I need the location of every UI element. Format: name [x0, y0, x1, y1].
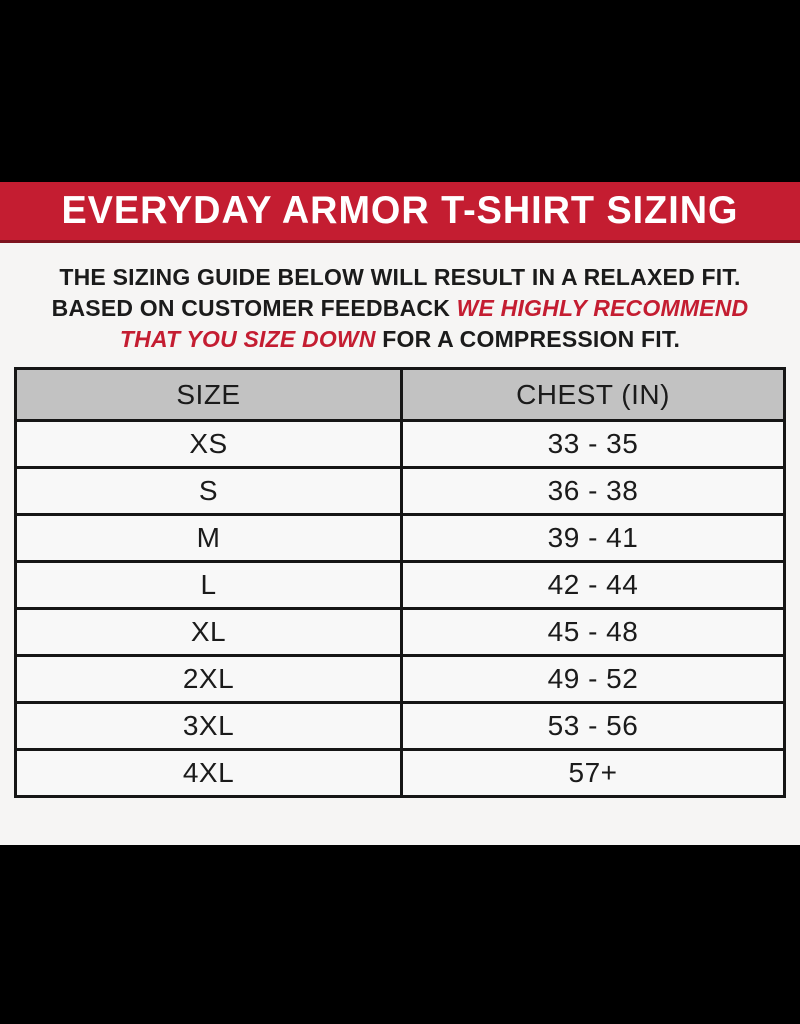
size-cell: XS [189, 428, 228, 459]
intro-line1: THE SIZING GUIDE BELOW WILL RESULT IN A RELAXED FIT. [59, 264, 741, 290]
size-chart-table [14, 367, 786, 798]
chest-cell: 33 - 35 [400, 422, 783, 466]
intro-line3-emphasis: THAT YOU SIZE DOWN [119, 326, 376, 352]
table-row [17, 701, 783, 748]
table-row [17, 419, 783, 466]
size-cell: 2XL [182, 663, 235, 694]
intro-line2-prefix: BASED ON CUSTOMER FEEDBACK [51, 295, 457, 321]
chest-cell: 36 - 38 [400, 469, 783, 513]
table-row [17, 466, 783, 513]
top-letterbox-bar [0, 0, 800, 182]
table-row [17, 654, 783, 701]
intro-line3-suffix: FOR A COMPRESSION FIT. [375, 326, 681, 352]
chest-column-header: CHEST (IN) [400, 370, 783, 419]
bottom-letterbox-bar [0, 845, 800, 1024]
chest-cell: 39 - 41 [400, 516, 783, 560]
title-banner [0, 182, 800, 243]
table-header-row [17, 370, 783, 419]
table-row [17, 607, 783, 654]
size-cell: M [196, 522, 221, 553]
size-cell: XL [190, 616, 227, 647]
chest-cell: 49 - 52 [400, 657, 783, 701]
intro-line2-emphasis: WE HIGHLY RECOMMEND [456, 295, 749, 321]
chest-cell: 57+ [400, 751, 783, 795]
intro-paragraph [0, 262, 800, 355]
page-title: EVERYDAY ARMOR T-SHIRT SIZING [61, 189, 739, 232]
size-column-header: SIZE [176, 378, 241, 410]
chest-cell: 42 - 44 [400, 563, 783, 607]
chest-cell: 45 - 48 [400, 610, 783, 654]
size-cell: L [200, 569, 217, 600]
size-cell: 4XL [182, 757, 235, 788]
size-cell: 3XL [182, 710, 235, 741]
table-row [17, 748, 783, 795]
table-row [17, 560, 783, 607]
chest-cell: 53 - 56 [400, 704, 783, 748]
table-row [17, 513, 783, 560]
size-cell: S [198, 475, 219, 506]
